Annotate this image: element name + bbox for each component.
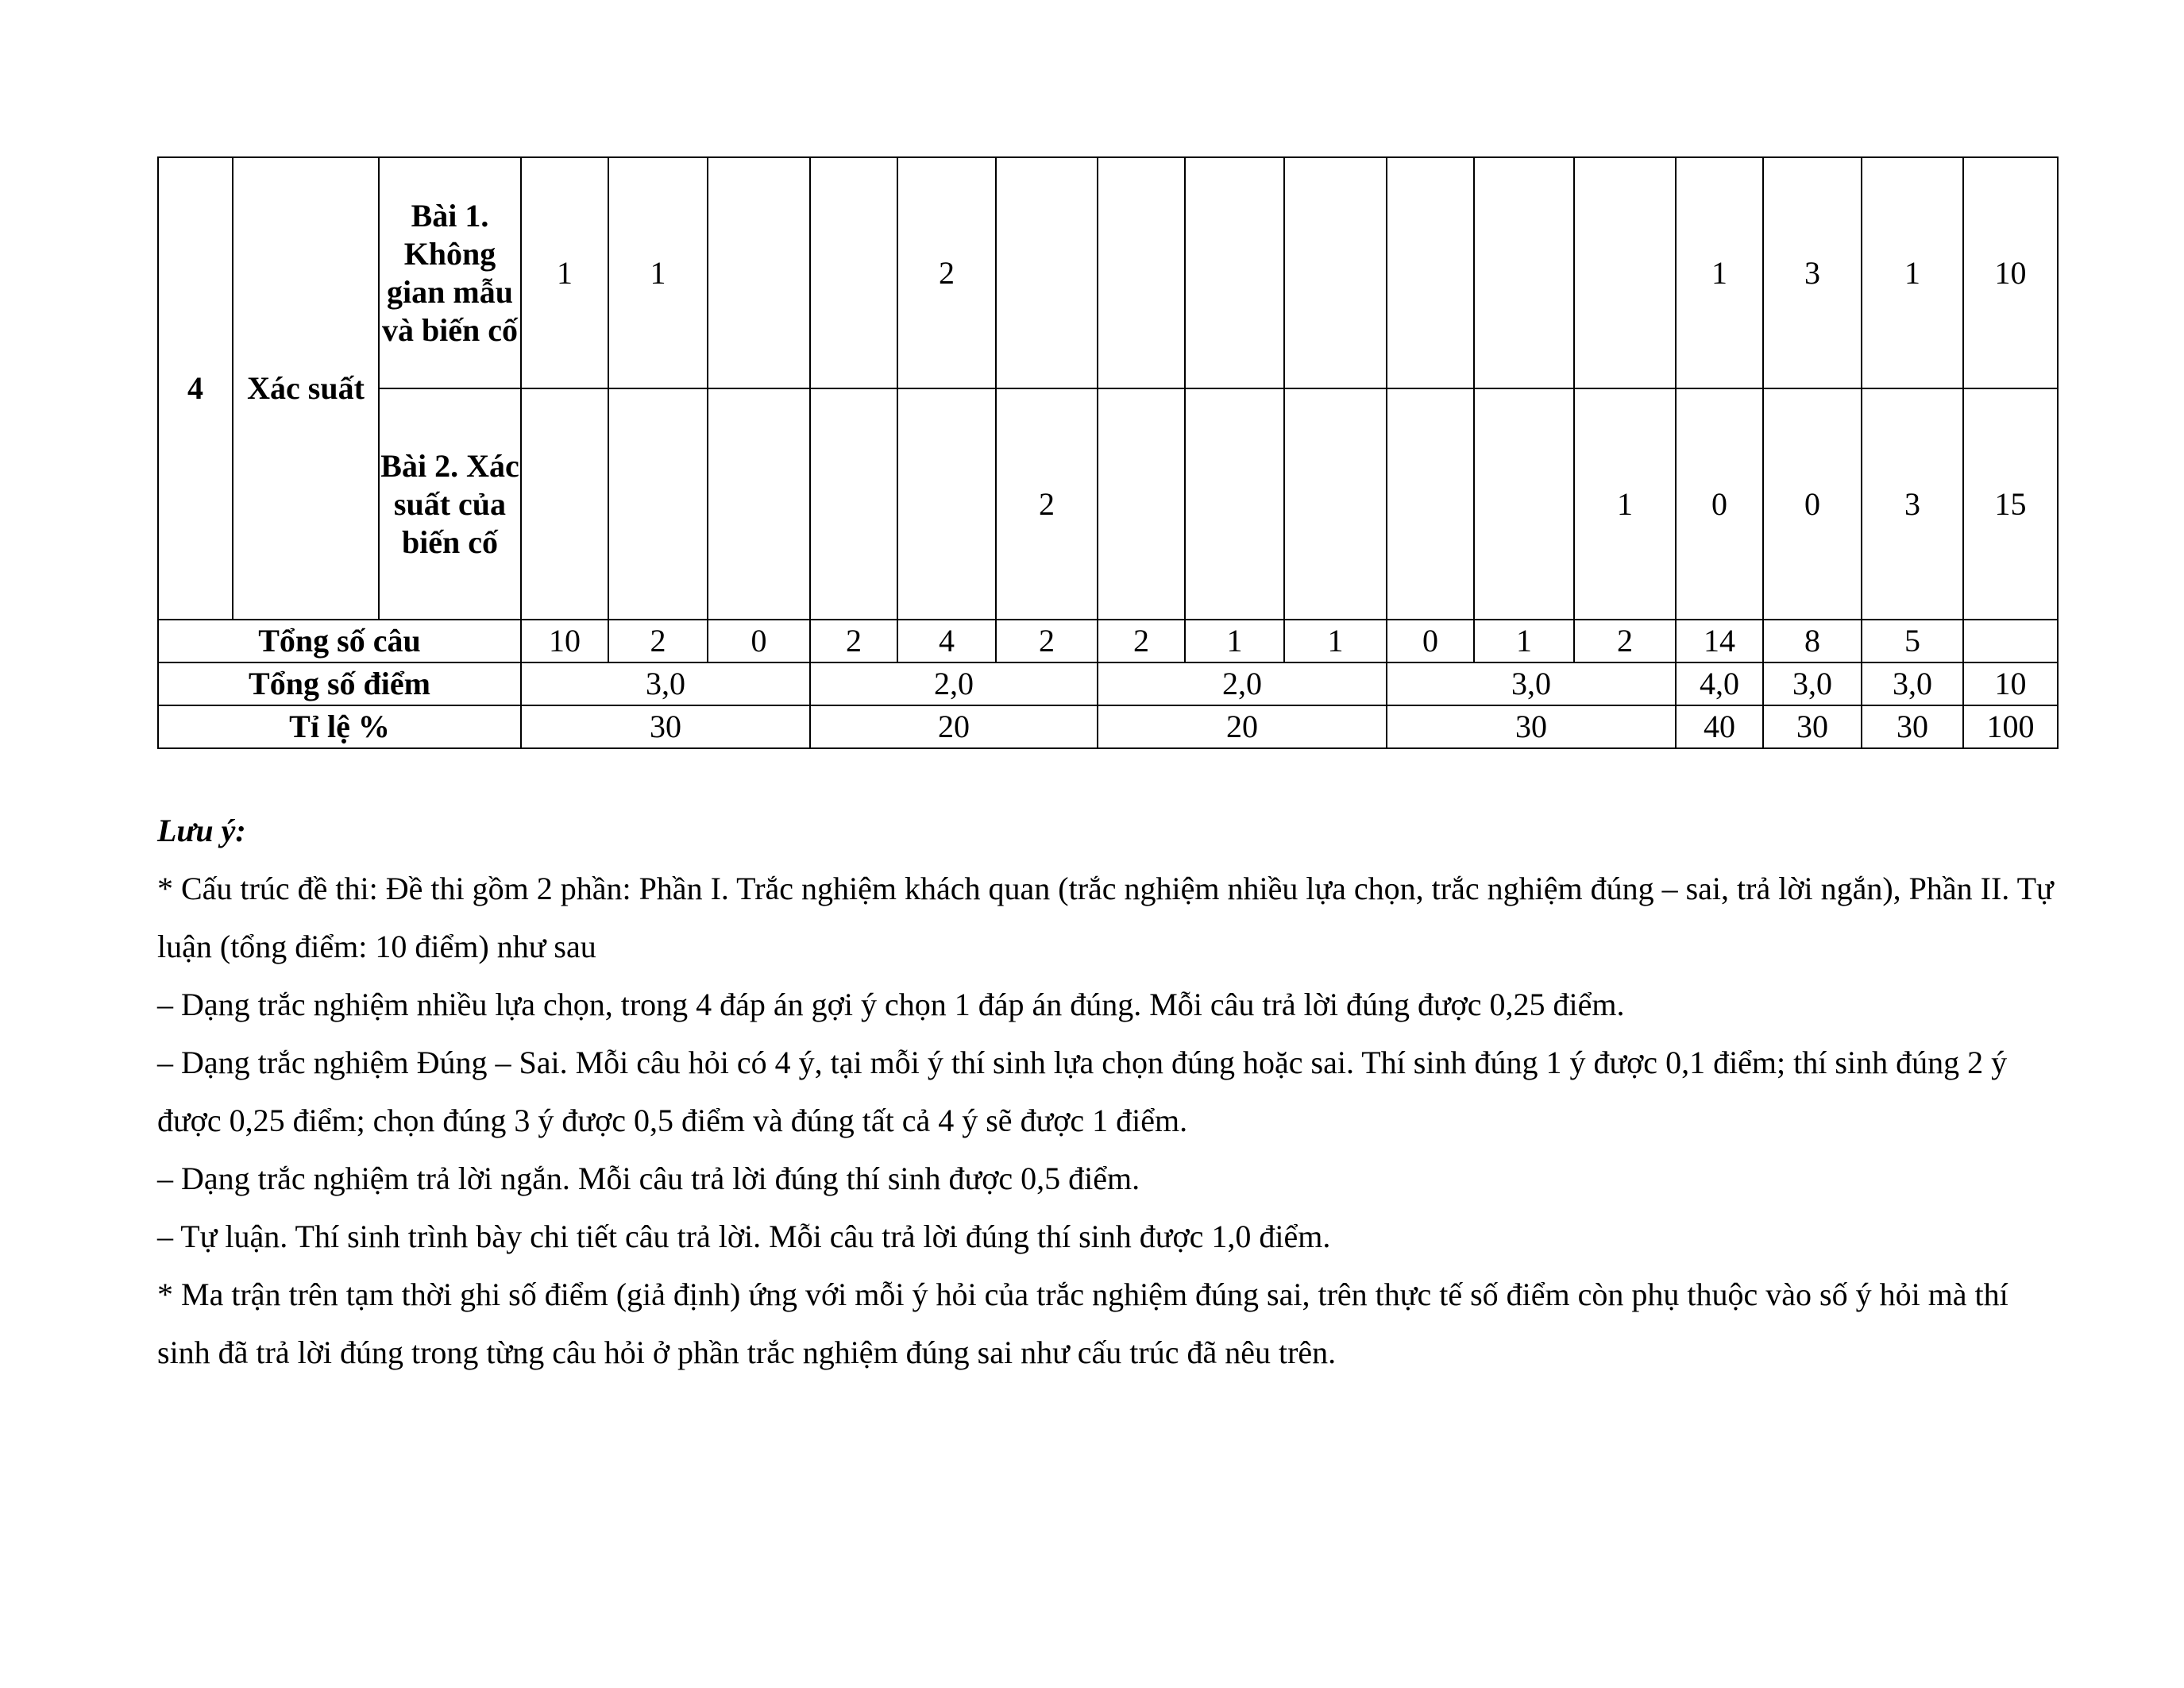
cell: 0	[1676, 388, 1763, 620]
cell: 5	[1862, 620, 1963, 662]
cell	[1185, 157, 1284, 388]
group-cell: 3,0	[521, 662, 810, 705]
cell: 0	[1763, 388, 1862, 620]
cell: 14	[1676, 620, 1763, 662]
cell	[810, 388, 897, 620]
cell	[1574, 157, 1676, 388]
cell	[1387, 157, 1474, 388]
cell: 3	[1862, 388, 1963, 620]
cell	[1098, 157, 1185, 388]
cell: 3,0	[1862, 662, 1963, 705]
group-cell: 20	[1098, 705, 1387, 748]
group-cell: 30	[1387, 705, 1676, 748]
cell: 100	[1963, 705, 2058, 748]
cell	[810, 157, 897, 388]
notes-section	[157, 802, 2059, 1381]
total-points-label: Tổng số điểm	[158, 662, 521, 705]
cell	[1284, 157, 1387, 388]
cell: 30	[1763, 705, 1862, 748]
lesson-name: Bài 2. Xác suất của biến cố	[379, 388, 521, 620]
cell: 1	[1574, 388, 1676, 620]
cell: 8	[1763, 620, 1862, 662]
cell: 3,0	[1763, 662, 1862, 705]
cell: 2	[810, 620, 897, 662]
notes-title: Lưu ý:	[157, 813, 246, 848]
note-line: * Cấu trúc đề thi: Đề thi gồm 2 phần: Phần I. Trắc nghiệm khách quan (trắc nghiệm nhiều lựa chọn, trắc nghiệm đúng – sai, trả lời ngắn), Phần II. Tự luận (tổng điểm: 10 điểm) như sau	[157, 871, 2054, 964]
cell: 4	[897, 620, 996, 662]
note-line: * Ma trận trên tạm thời ghi số điểm (giả định) ứng với mỗi ý hỏi của trắc nghiệm đúng sai, trên thực tế số điểm còn phụ thuộc vào số ý hỏi mà thí sinh đã trả lời đúng trong từng câu hỏi ở phần trắc nghiệm đúng sai như cấu trúc đã nêu trên.	[157, 1277, 2008, 1370]
cell: 1	[1284, 620, 1387, 662]
cell	[1963, 620, 2058, 662]
lesson-name: Bài 1. Không gian mẫu và biến cố	[379, 157, 521, 388]
cell: 1	[1676, 157, 1763, 388]
cell: 1	[521, 157, 608, 388]
cell: 1	[608, 157, 708, 388]
cell: 2	[996, 620, 1098, 662]
note-line: – Dạng trắc nghiệm nhiều lựa chọn, trong 4 đáp án gợi ý chọn 1 đáp án đúng. Mỗi câu trả lời đúng được 0,25 điểm.	[157, 987, 1625, 1022]
cell: 2	[1098, 620, 1185, 662]
group-cell: 30	[521, 705, 810, 748]
topic-number: 4	[158, 157, 233, 620]
note-line: – Dạng trắc nghiệm Đúng – Sai. Mỗi câu hỏi có 4 ý, tại mỗi ý thí sinh lựa chọn đúng hoặc sai. Thí sinh đúng 1 ý được 0,1 điểm; thí sinh đúng 2 ý được 0,25 điểm; chọn đúng 3 ý được 0,5 điểm và đúng tất cả 4 ý sẽ được 1 điểm.	[157, 1045, 2008, 1138]
group-cell: 2,0	[1098, 662, 1387, 705]
cell: 10	[1963, 662, 2058, 705]
cell: 0	[1387, 620, 1474, 662]
cell: 1	[1185, 620, 1284, 662]
cell: 4,0	[1676, 662, 1763, 705]
group-cell: 2,0	[810, 662, 1098, 705]
lesson-row-1	[158, 157, 2058, 388]
percent-row	[158, 705, 2058, 748]
cell	[1098, 388, 1185, 620]
note-line: – Tự luận. Thí sinh trình bày chi tiết câu trả lời. Mỗi câu trả lời đúng thí sinh được 1,0 điểm.	[157, 1219, 1331, 1254]
cell: 10	[521, 620, 608, 662]
cell: 10	[1963, 157, 2058, 388]
cell: 1	[1862, 157, 1963, 388]
cell	[1474, 157, 1574, 388]
cell	[608, 388, 708, 620]
cell	[1284, 388, 1387, 620]
percent-label: Tỉ lệ %	[158, 705, 521, 748]
cell	[708, 388, 810, 620]
cell: 2	[1574, 620, 1676, 662]
topic-name: Xác suất	[233, 157, 379, 620]
cell: 40	[1676, 705, 1763, 748]
cell: 2	[897, 157, 996, 388]
assessment-matrix-table	[157, 156, 2059, 749]
total-points-row	[158, 662, 2058, 705]
note-line: – Dạng trắc nghiệm trả lời ngắn. Mỗi câu trả lời đúng thí sinh được 0,5 điểm.	[157, 1161, 1140, 1196]
cell: 3	[1763, 157, 1862, 388]
cell	[521, 388, 608, 620]
group-cell: 20	[810, 705, 1098, 748]
cell	[708, 157, 810, 388]
cell: 30	[1862, 705, 1963, 748]
cell	[996, 157, 1098, 388]
total-questions-row	[158, 620, 2058, 662]
cell	[1387, 388, 1474, 620]
cell: 1	[1474, 620, 1574, 662]
cell	[897, 388, 996, 620]
cell	[1185, 388, 1284, 620]
cell: 15	[1963, 388, 2058, 620]
cell	[1474, 388, 1574, 620]
group-cell: 3,0	[1387, 662, 1676, 705]
cell: 2	[996, 388, 1098, 620]
cell: 0	[708, 620, 810, 662]
lesson-row-2	[158, 388, 2058, 620]
cell: 2	[608, 620, 708, 662]
total-questions-label: Tổng số câu	[158, 620, 521, 662]
